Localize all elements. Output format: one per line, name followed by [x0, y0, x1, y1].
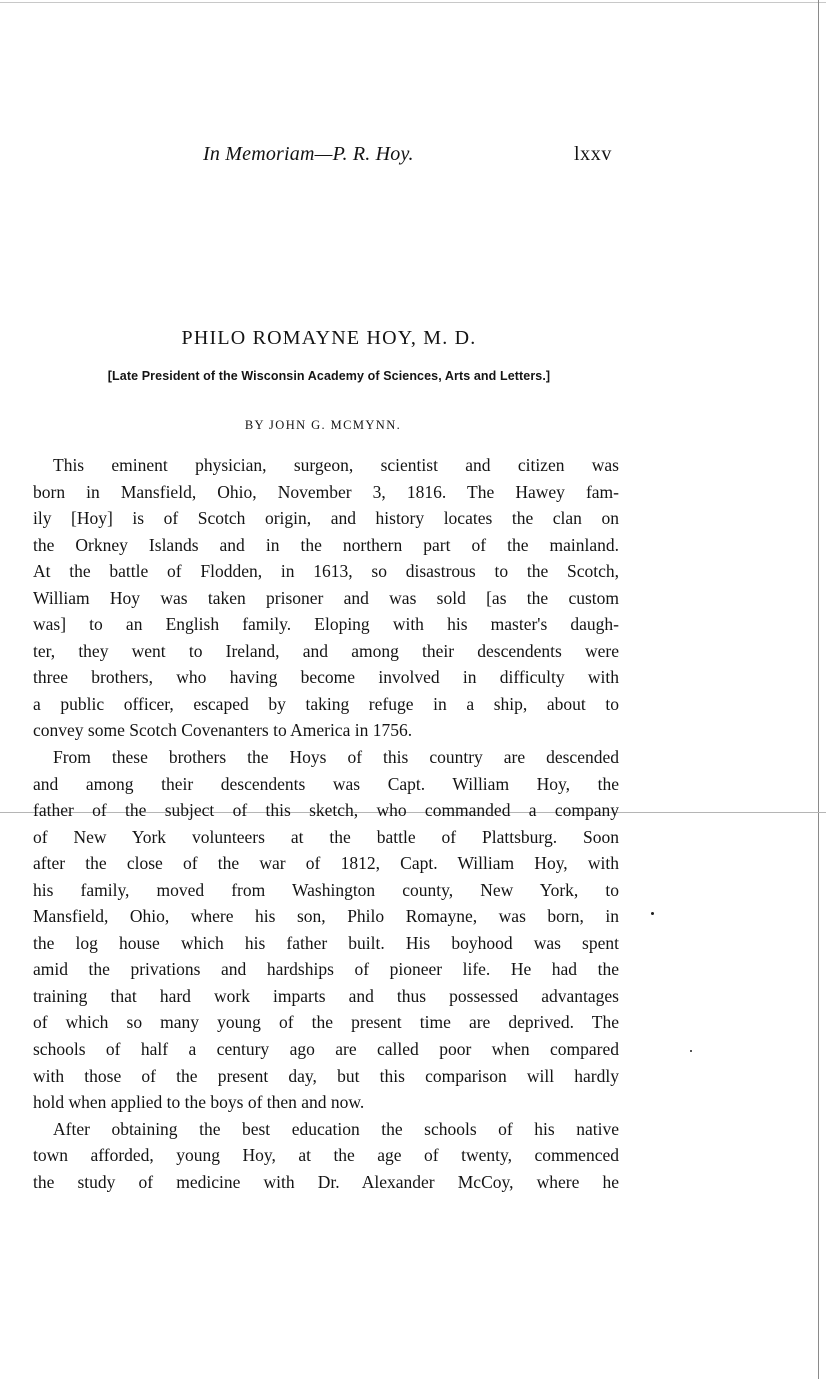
text-line: the study of medicine with Dr. Alexander McCoy, where he [33, 1171, 619, 1192]
text-line: ter, they went to Ireland, and among their descendents were [33, 640, 619, 661]
paragraph [33, 744, 619, 1116]
text-line: Mansfield, Ohio, where his son, Philo Romayne, was born, in [33, 906, 619, 927]
text-line: with those of the present day, but this comparison will hardly [33, 1065, 619, 1086]
text-line: ily [Hoy] is of Scotch origin, and history locates the clan on [33, 508, 619, 529]
text-line: After obtaining the best education the schools of his native [53, 1118, 619, 1139]
page-right-edge [818, 0, 819, 1379]
text-line: At the battle of Flodden, in 1613, so disastrous to the Scotch, [33, 561, 619, 582]
article-byline: BY JOHN G. MCMYNN. [244, 418, 402, 432]
text-line: of which so many young of the present time are deprived. The [33, 1012, 619, 1033]
scan-speck [651, 912, 654, 915]
text-line: and among their descendents was Capt. William Hoy, the [33, 773, 619, 794]
text-line: the Orkney Islands and in the northern part of the mainland. [33, 534, 619, 555]
text-line: town afforded, young Hoy, at the age of twenty, commenced [33, 1145, 619, 1166]
text-line: William Hoy was taken prisoner and was sold [as the custom [33, 587, 619, 608]
article-title: PHILO ROMAYNE HOY, M. D. [181, 327, 477, 349]
text-line: after the close of the war of 1812, Capt. William Hoy, with [33, 853, 619, 874]
text-line: hold when applied to the boys of then and now. [33, 1092, 365, 1113]
text-line: was] to an English family. Eloping with his master's daugh- [33, 614, 619, 635]
text-line: This eminent physician, surgeon, scientist and citizen was [53, 455, 619, 475]
text-line: training that hard work imparts and thus possessed advantages [33, 985, 619, 1006]
text-line: born in Mansfield, Ohio, November 3, 1816. The Hawey fam- [33, 481, 619, 502]
paragraph [33, 452, 619, 744]
text-line: convey some Scotch Covenanters to America in 1756. [33, 720, 413, 741]
text-line: amid the privations and hardships of pioneer life. He had the [33, 959, 619, 980]
running-head [0, 143, 826, 169]
running-head-title: In Memoriam—P. R. Hoy. [203, 143, 414, 165]
page-top-edge [0, 2, 826, 3]
text-line: a public officer, escaped by taking refuge in a ship, about to [33, 693, 619, 714]
text-line: From these brothers the Hoys of this country are descended [53, 747, 619, 768]
scan-speck [690, 1050, 692, 1052]
article-body [33, 452, 619, 1195]
paragraph [33, 1116, 619, 1196]
text-line: his family, moved from Washington county, New York, to [33, 879, 619, 900]
text-line: three brothers, who having become involved in difficulty with [33, 667, 619, 688]
page-number: lxxv [574, 143, 612, 165]
text-line: the log house which his father built. His boyhood was spent [33, 932, 619, 953]
article-subtitle: [Late President of the Wisconsin Academy of Sciences, Arts and Letters.] [107, 369, 551, 383]
text-line: father of the subject of this sketch, who commanded a company [33, 800, 619, 821]
text-line: schools of half a century ago are called poor when compared [33, 1039, 619, 1060]
text-line: of New York volunteers at the battle of Plattsburg. Soon [33, 826, 619, 847]
